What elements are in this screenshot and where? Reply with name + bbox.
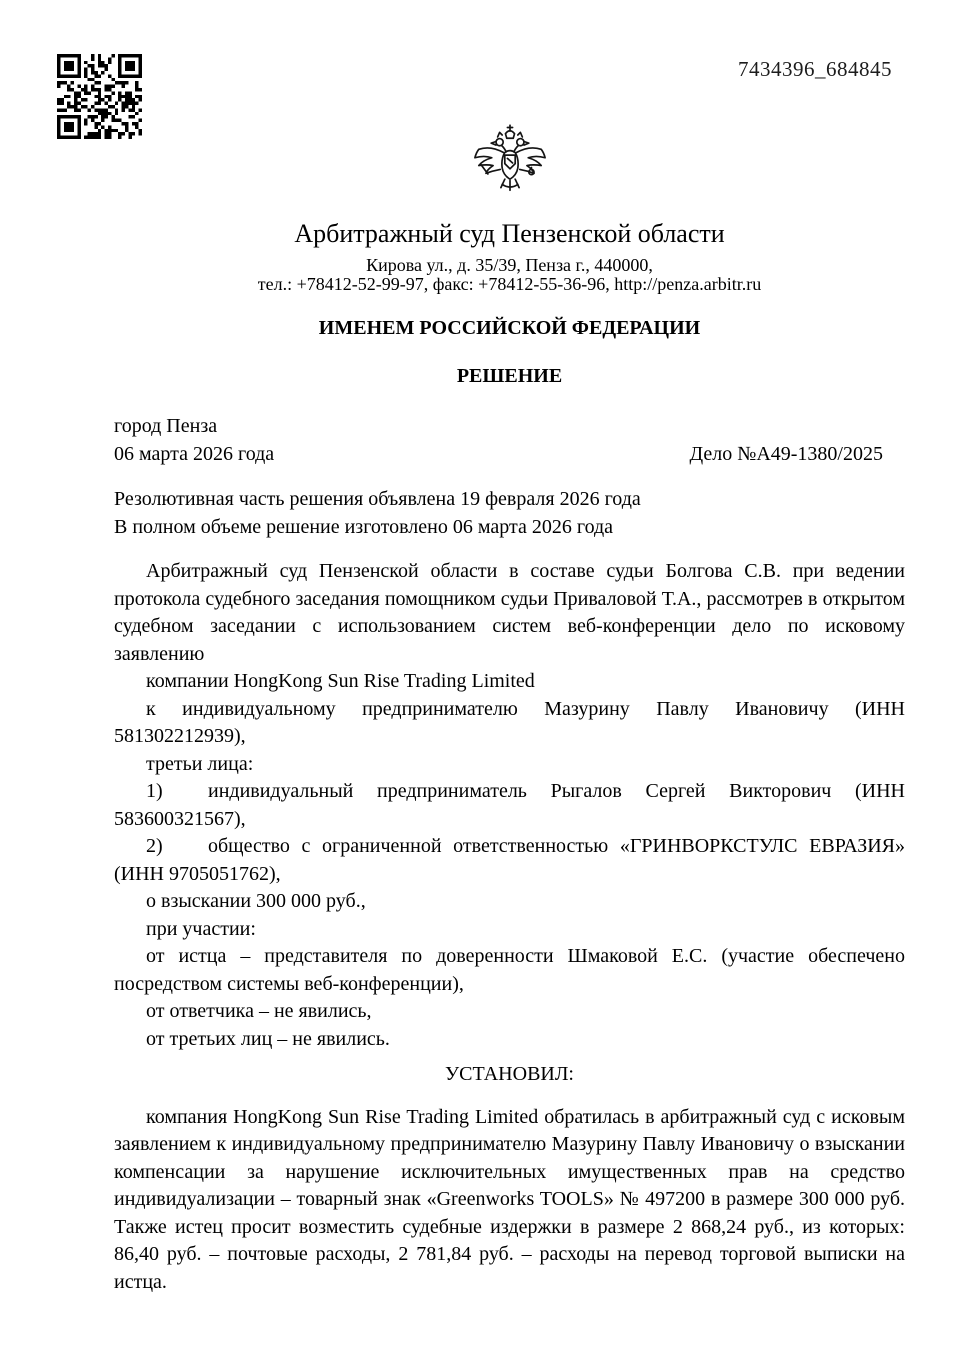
paragraph-third-parties-label: третьи лица: [146, 752, 254, 775]
paragraph-third-party-1 [114, 778, 905, 833]
document-stamp-number: 7434396_684845 [738, 57, 892, 81]
heading-established: УСТАНОВИЛ: [445, 1063, 574, 1085]
case-date: 06 марта 2026 года [114, 443, 275, 465]
third-party-2-number: 2) [146, 835, 163, 857]
court-contacts: тел.: +78412-52-99-97, факс: +78412-55-36-96, http://penza.arbitr.ru [257, 274, 762, 294]
heading-decision: РЕШЕНИЕ [456, 365, 563, 387]
court-name: Арбитражный суд Пензенской области [294, 219, 725, 248]
heading-in-the-name: ИМЕНЕМ РОССИЙСКОЙ ФЕДЕРАЦИИ [318, 317, 701, 339]
third-party-1-number: 1) [146, 780, 163, 802]
case-date-row [114, 440, 905, 468]
paragraph-from-plaintiff: от истца – представителя по доверенности Шмаковой Е.С. (участие обеспечено посредством системы веб-конференции), [114, 945, 905, 995]
case-meta [114, 412, 905, 468]
paragraph-from-defendant: от ответчика – не явились, [146, 1000, 372, 1022]
paragraph-participation-label: при участии: [146, 917, 256, 940]
court-address: Кирова ул., д. 35/39, Пенза г., 440000, [366, 255, 653, 275]
full-text-line: В полном объеме решение изготовлено 06 марта 2026 года [114, 516, 614, 538]
operative-part-line: Резолютивная часть решения объявлена 19 февраля 2026 года [114, 488, 641, 510]
third-party-2-text: общество с ограниченной ответственностью «ГРИНВОРКСТУЛС ЕВРАЗИЯ» (ИНН 9705051762), [114, 835, 905, 885]
paragraph-court-composition: Арбитражный суд Пензенской области в составе судьи Болгова С.В. при ведении протокола судебного заседания помощником судьи Приваловой Т.А., рассмотрев в открытом судебном заседании с использованием систем веб-конференции дело по исковому заявлению [114, 560, 905, 665]
paragraph-claim: о взыскании 300 000 руб., [146, 890, 366, 912]
qr-code [57, 54, 142, 139]
announcement [114, 485, 905, 541]
paragraph-defendant: к индивидуальному предпринимателю Мазурину Павлу Ивановичу (ИНН 581302212939), [114, 697, 905, 747]
emblem-wrap [114, 123, 905, 199]
decision-body [114, 558, 905, 1296]
paragraph-plaintiff: компании HongKong Sun Rise Trading Limited [146, 670, 535, 692]
paragraph-claim-details: компания HongKong Sun Rise Trading Limited обратилась в арбитражный суд с исковым заявлением к индивидуальному предпринимателю Мазурину Павлу Ивановичу о взыскании компенсации за нарушение исключительных имущественных прав на средство индивидуализации – товарный знак «Greenworks TOOLS» № 497200 в размере 300 000 руб. Также истец просит возместить судебные издержки в размере 2 868,24 руб., из которых: 86,40 руб. – почтовые расходы, 2 781,84 руб. – расходы на перевод торговой выписки на истца. [114, 1105, 905, 1293]
russia-coat-of-arms-icon [471, 123, 549, 199]
case-city: город Пенза [114, 415, 218, 437]
third-party-1-text: индивидуальный предприниматель Рыгалов Сергей Викторович (ИНН 583600321567), [114, 780, 905, 830]
paragraph-from-third-parties: от третьих лиц – не явились. [146, 1027, 390, 1050]
paragraph-third-party-2 [114, 833, 905, 888]
case-number: Дело №А49-1380/2025 [689, 443, 883, 465]
